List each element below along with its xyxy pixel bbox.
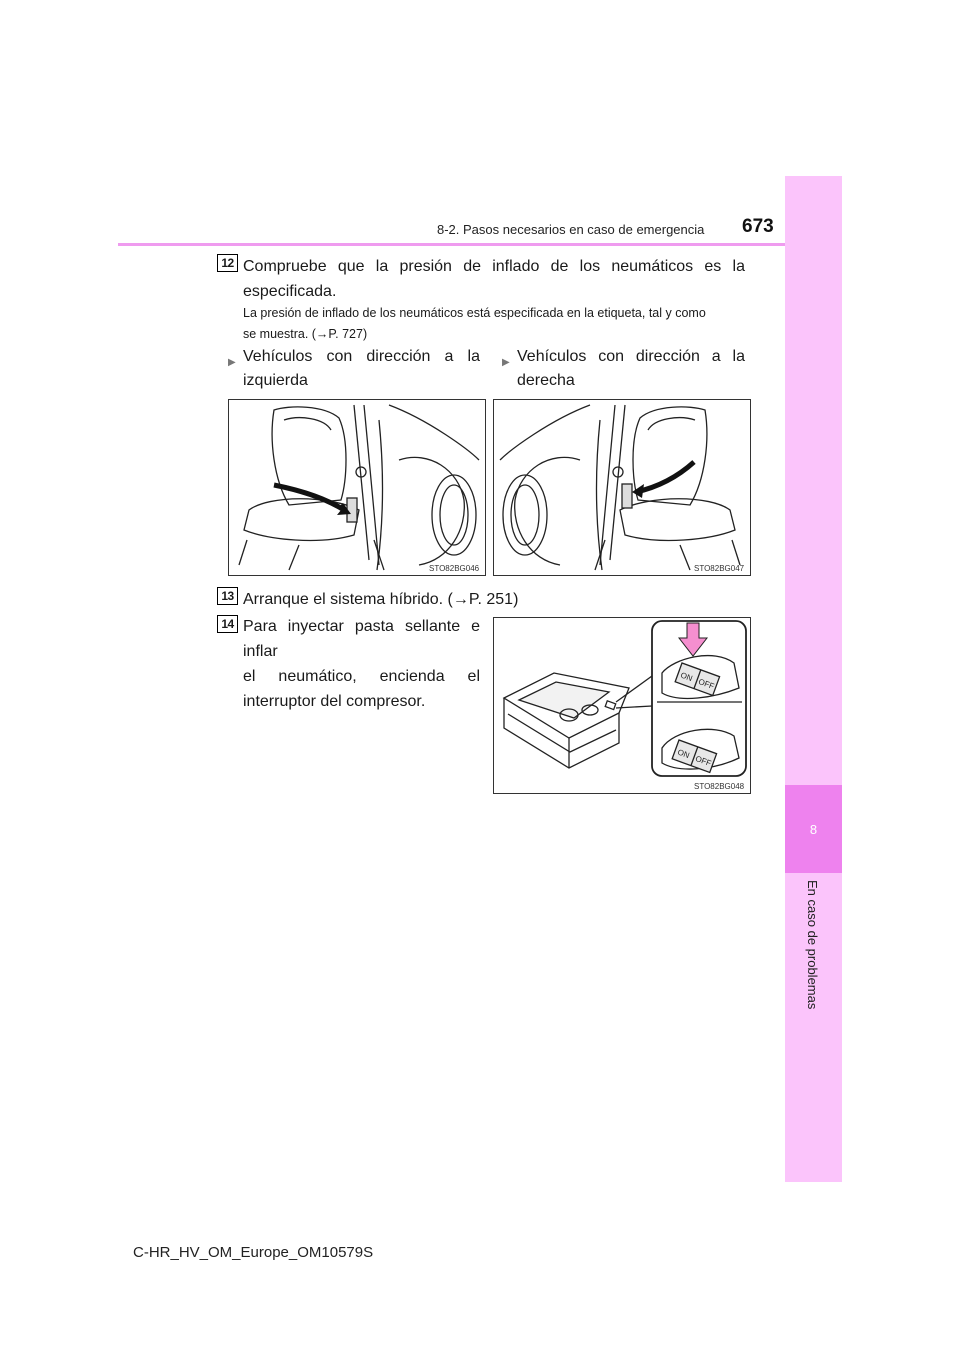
step-number-12: 12 [217, 254, 238, 272]
chapter-title: En caso de problemas [805, 880, 820, 1010]
variant-left-line1: Vehículos con dirección a la [243, 348, 480, 365]
step-12-note-line1: La presión de inflado de los neumáticos está especificada en la etiqueta, tal y como [243, 306, 706, 320]
step-14-line3: interruptor del compresor. [243, 693, 426, 710]
section-title: 8-2. Pasos necesarios en caso de emergencia [437, 222, 705, 237]
figure-compressor-switch [493, 617, 751, 794]
header-rule [118, 243, 841, 246]
variant-left-line2: izquierda [243, 372, 308, 389]
bullet-triangle-icon: ▶ [228, 357, 236, 368]
figure-right-hand-drive [493, 399, 751, 576]
step-12-note-line2: se muestra. (→P. 727) [243, 327, 368, 341]
step-14-text [243, 614, 480, 714]
variant-right-line1: Vehículos con dirección a la [517, 348, 745, 365]
compressor-illustration [494, 618, 750, 793]
variant-left-label [228, 345, 480, 393]
step-number-13: 13 [217, 587, 238, 605]
svg-text:OFF: OFF [694, 754, 713, 769]
chapter-number: 8 [809, 822, 818, 837]
variant-right-label [502, 345, 745, 393]
figure-code-right: STO82BG047 [694, 564, 745, 573]
figure-code-left: STO82BG046 [429, 564, 480, 573]
chapter-tab [785, 176, 842, 1182]
variant-right-line2: derecha [517, 372, 575, 389]
document-id: C-HR_HV_OM_Europe_OM10579S [133, 1244, 374, 1261]
seat-door-illustration-left [229, 400, 485, 575]
svg-text:OFF: OFF [697, 677, 716, 692]
figure-left-hand-drive [228, 399, 486, 576]
bullet-triangle-icon: ▶ [502, 357, 510, 368]
step-14-line2: el neumático, encienda el [243, 668, 480, 685]
step-13-text: Arranque el sistema híbrido. (→P. 251) [243, 591, 519, 608]
step-14-line1: Para inyectar pasta sellante e inflar [243, 618, 480, 660]
seat-door-illustration-right [494, 400, 750, 575]
step-12-line2: especificada. [243, 283, 337, 300]
step-12-text [243, 254, 745, 304]
svg-text:ON: ON [679, 670, 694, 684]
svg-text:ON: ON [676, 747, 691, 761]
step-number-14: 14 [217, 615, 238, 633]
figure-code-compressor: STO82BG048 [694, 782, 745, 791]
page-number: 673 [742, 216, 774, 237]
step-12-note [243, 303, 745, 345]
step-12-line1: Compruebe que la presión de inflado de los neumáticos es la [243, 258, 745, 275]
